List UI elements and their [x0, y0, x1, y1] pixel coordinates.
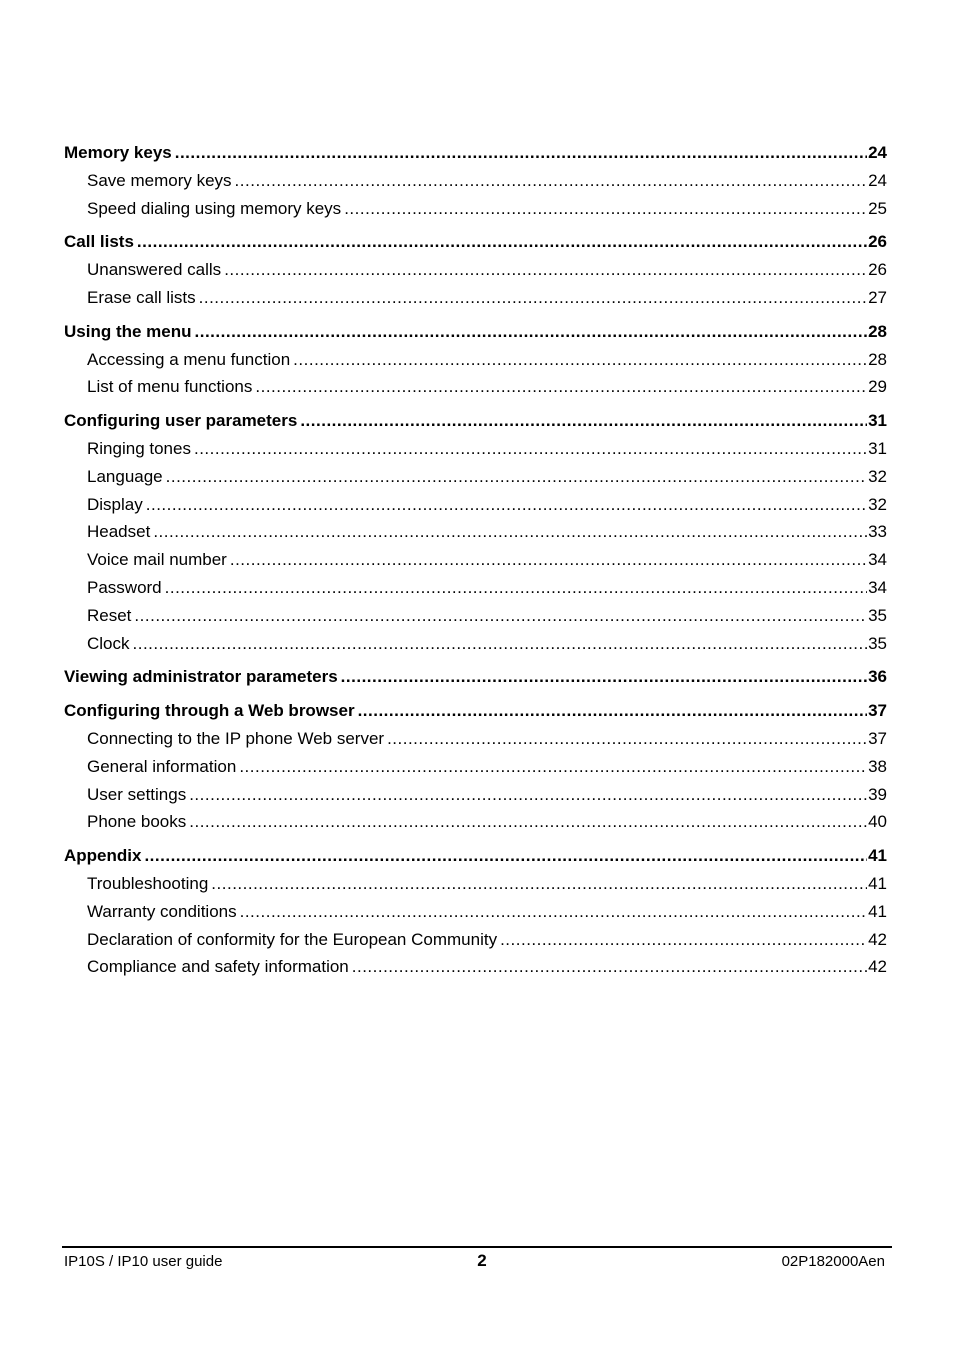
dot-leader [387, 725, 867, 753]
dot-leader [240, 898, 867, 926]
toc-entry-page: 40 [868, 812, 887, 832]
dot-leader [153, 518, 867, 546]
dot-leader [165, 574, 867, 602]
toc-section [64, 407, 887, 657]
toc-entry-page: 33 [868, 522, 887, 542]
footer-divider [62, 1246, 892, 1248]
toc-chapter-entry[interactable] [64, 228, 887, 256]
dot-leader [293, 346, 867, 374]
dot-leader [199, 284, 867, 312]
toc-subsection-entry[interactable] [64, 898, 887, 926]
toc-entry-title: General information [87, 756, 237, 776]
dot-leader [352, 953, 867, 981]
dot-leader [166, 463, 867, 491]
toc-subsection-entry[interactable] [64, 781, 887, 809]
toc-entry-page: 28 [868, 349, 887, 369]
toc-entry-title: Save memory keys [87, 170, 232, 190]
toc-chapter-entry[interactable] [64, 663, 887, 691]
toc-subsection-entry[interactable] [64, 463, 887, 491]
toc-entry-title: Accessing a menu function [87, 349, 291, 369]
toc-entry-title: Compliance and safety information [87, 957, 349, 977]
toc-entry-title: Troubleshooting [87, 873, 209, 893]
toc-subsection-entry[interactable] [64, 435, 887, 463]
toc-subsection-entry[interactable] [64, 953, 887, 981]
toc-entry-title: Viewing administrator parameters [64, 667, 338, 687]
toc-subsection-entry[interactable] [64, 546, 887, 574]
toc-entry-title: Connecting to the IP phone Web server [87, 728, 385, 748]
toc-subsection-entry[interactable] [64, 195, 887, 223]
toc-entry-page: 26 [868, 260, 887, 280]
toc-chapter-entry[interactable] [64, 842, 887, 870]
toc-entry-title: Erase call lists [87, 287, 196, 307]
table-of-contents [64, 139, 887, 987]
toc-subsection-entry[interactable] [64, 725, 887, 753]
toc-section [64, 842, 887, 981]
toc-entry-title: Display [87, 494, 143, 514]
dot-leader [175, 139, 867, 167]
toc-section [64, 663, 887, 691]
toc-entry-title: Configuring user parameters [64, 411, 298, 431]
toc-entry-title: User settings [87, 784, 187, 804]
toc-entry-page: 39 [868, 784, 887, 804]
toc-entry-title: Phone books [87, 812, 187, 832]
dot-leader [211, 870, 867, 898]
toc-section [64, 139, 887, 222]
toc-entry-title: Call lists [64, 232, 134, 252]
toc-entry-page: 32 [868, 494, 887, 514]
toc-subsection-entry[interactable] [64, 630, 887, 658]
toc-subsection-entry[interactable] [64, 167, 887, 195]
dot-leader [341, 663, 867, 691]
toc-entry-title: Headset [87, 522, 151, 542]
toc-entry-page: 41 [868, 901, 887, 921]
toc-subsection-entry[interactable] [64, 574, 887, 602]
toc-entry-title: Ringing tones [87, 438, 191, 458]
toc-entry-page: 31 [868, 438, 887, 458]
toc-entry-page: 27 [868, 287, 887, 307]
toc-section [64, 228, 887, 311]
toc-subsection-entry[interactable] [64, 491, 887, 519]
toc-subsection-entry[interactable] [64, 753, 887, 781]
toc-section [64, 318, 887, 401]
toc-subsection-entry[interactable] [64, 346, 887, 374]
toc-entry-title: Using the menu [64, 321, 192, 341]
dot-leader [358, 697, 868, 725]
toc-entry-page: 32 [868, 466, 887, 486]
toc-entry-page: 42 [868, 929, 887, 949]
toc-entry-title: Voice mail number [87, 550, 227, 570]
toc-entry-page: 24 [868, 170, 887, 190]
dot-leader [224, 256, 867, 284]
dot-leader [144, 842, 867, 870]
toc-section [64, 697, 887, 836]
toc-entry-page: 25 [868, 198, 887, 218]
toc-subsection-entry[interactable] [64, 602, 887, 630]
dot-leader [230, 546, 867, 574]
dot-leader [500, 926, 867, 954]
footer-page-number: 2 [477, 1251, 487, 1270]
toc-entry-page: 35 [868, 633, 887, 653]
toc-entry-page: 31 [868, 411, 887, 431]
toc-chapter-entry[interactable] [64, 318, 887, 346]
dot-leader [344, 195, 867, 223]
dot-leader [133, 630, 868, 658]
toc-subsection-entry[interactable] [64, 284, 887, 312]
toc-entry-title: Warranty conditions [87, 901, 237, 921]
toc-entry-page: 24 [868, 143, 887, 162]
toc-entry-page: 42 [868, 957, 887, 977]
dot-leader [235, 167, 868, 195]
dot-leader [195, 318, 868, 346]
dot-leader [146, 491, 867, 519]
toc-entry-page: 26 [868, 232, 887, 252]
toc-entry-title: Appendix [64, 846, 142, 866]
dot-leader [189, 808, 867, 836]
dot-leader [134, 602, 867, 630]
footer-document-title: IP10S / IP10 user guide [64, 1253, 223, 1270]
toc-subsection-entry[interactable] [64, 373, 887, 401]
toc-entry-title: Reset [87, 605, 132, 625]
toc-entry-page: 41 [868, 873, 887, 893]
footer-document-code: 02P182000Aen [781, 1253, 885, 1270]
toc-entry-title: Declaration of conformity for the European Community [87, 929, 498, 949]
dot-leader [300, 407, 867, 435]
toc-entry-title: Password [87, 577, 162, 597]
toc-entry-page: 36 [868, 667, 887, 687]
toc-entry-title: Unanswered calls [87, 260, 222, 280]
toc-entry-page: 28 [868, 321, 887, 341]
toc-subsection-entry[interactable] [64, 870, 887, 898]
toc-entry-page: 38 [868, 756, 887, 776]
dot-leader [239, 753, 867, 781]
dot-leader [255, 373, 867, 401]
toc-entry-title: Speed dialing using memory keys [87, 198, 342, 218]
toc-chapter-entry[interactable] [64, 407, 887, 435]
toc-entry-page: 34 [868, 550, 887, 570]
toc-entry-page: 35 [868, 605, 887, 625]
toc-chapter-entry[interactable] [64, 697, 887, 725]
toc-subsection-entry[interactable] [64, 256, 887, 284]
dot-leader [194, 435, 867, 463]
toc-entry-title: List of menu functions [87, 377, 253, 397]
dot-leader [189, 781, 867, 809]
dot-leader [137, 228, 867, 256]
toc-entry-page: 41 [868, 846, 887, 866]
toc-entry-title: Memory keys [64, 143, 172, 162]
toc-entry-page: 34 [868, 577, 887, 597]
toc-subsection-entry[interactable] [64, 808, 887, 836]
toc-subsection-entry[interactable] [64, 518, 887, 546]
toc-subsection-entry[interactable] [64, 926, 887, 954]
toc-entry-title: Language [87, 466, 163, 486]
toc-entry-title: Clock [87, 633, 130, 653]
toc-entry-page: 37 [868, 728, 887, 748]
toc-entry-page: 29 [868, 377, 887, 397]
toc-chapter-entry[interactable] [64, 139, 887, 167]
toc-entry-title: Configuring through a Web browser [64, 701, 355, 721]
toc-entry-page: 37 [868, 701, 887, 721]
